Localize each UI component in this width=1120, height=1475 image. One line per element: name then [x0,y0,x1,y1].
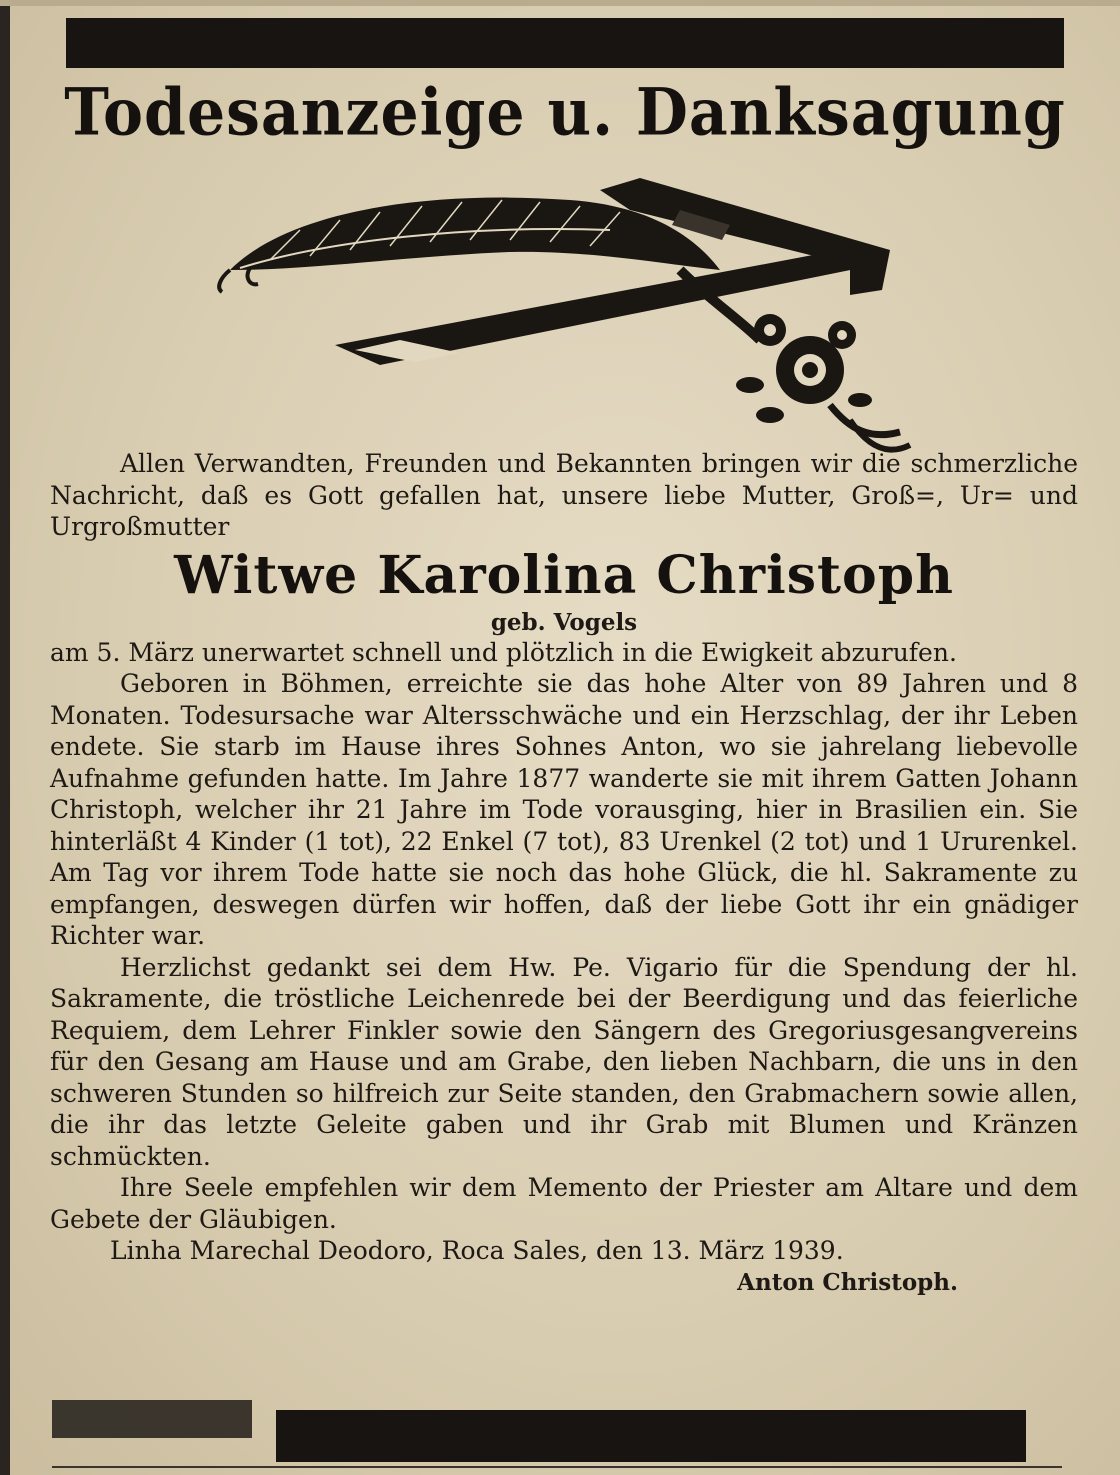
notice-paragraph-1: am 5. März unerwartet schnell und plötzlich in die Ewigkeit abzurufen. [50,637,957,667]
page-edge-top [0,0,1120,6]
notice-intro: Allen Verwandten, Freunden und Bekannten bringen wir die schmerzliche Nachricht, daß es Gott gefallen hat, unsere liebe Mutter, Groß=, Ur= und Urgroßmutter [50,449,1078,541]
birth-name: geb. Vogels [490,608,638,636]
cross-palm-flowers-icon [210,170,920,460]
notice-title: Todesanzeige u. Danksagung [64,75,1066,151]
flower-bouquet-icon [736,314,910,450]
bottom-border-bar-left [52,1400,252,1438]
notice-paragraph-4: Ihre Seele empfehlen wir dem Memento der Priester am Altare und dem Gebete der Gläubigen. [50,1173,1078,1234]
top-border-bar [66,18,1064,68]
page-edge-left [0,0,10,1475]
signature: Anton Christoph. [737,1268,958,1296]
notice-paragraph-2: Geboren in Böhmen, erreichte sie das hohe Alter von 89 Jahren und 8 Monaten. Todesursache war Altersschwäche und ein Herzschlag, der ihr Leben endete. Sie starb im Hause ihres Sohnes Anton, wo sie jahrelang liebevolle Aufnahme gefunden hatte. Im Jahre 1877 wanderte sie mit ihrem Gatten Johann Christoph, welcher ihr 21 Jahre im Tode vorausging, hier in Brasilien ein. Sie hinterläßt 4 Kinder (1 tot), 22 Enkel (7 tot), 83 Urenkel (2 tot) und 1 Ururenkel. Am Tag vor ihrem Tode hatte sie noch das hohe Glück, die hl. Sakramente zu empfangen, deswegen dürfen wir hoffen, daß der liebe Gott ihr ein gnädiger Richter war. [50,669,1078,950]
deceased-name: Witwe Karolina Christoph [174,544,954,606]
notice-paragraph-3: Herzlichst gedankt sei dem Hw. Pe. Vigario für die Spendung der hl. Sakramente, die tröstliche Leichenrede bei der Beerdigung und das feierliche Requiem, dem Lehrer Finkler sowie den Sängern des Gregoriusgesangvereins für den Gesang am Hause und am Grabe, den lieben Nachbarn, die uns in den schweren Stunden so hilfreich zur Seite standen, den Grabmachern sowie allen, die ihr das letzte Geleite gaben und ihr Grab mit Blumen und Kränzen schmückten. [50,952,1078,1171]
place-date: Linha Marechal Deodoro, Roca Sales, den 13. März 1939. [110,1236,844,1265]
notice-body [50,448,1078,1298]
bottom-rule [52,1466,1062,1468]
bottom-border-bar-right [276,1410,1026,1462]
